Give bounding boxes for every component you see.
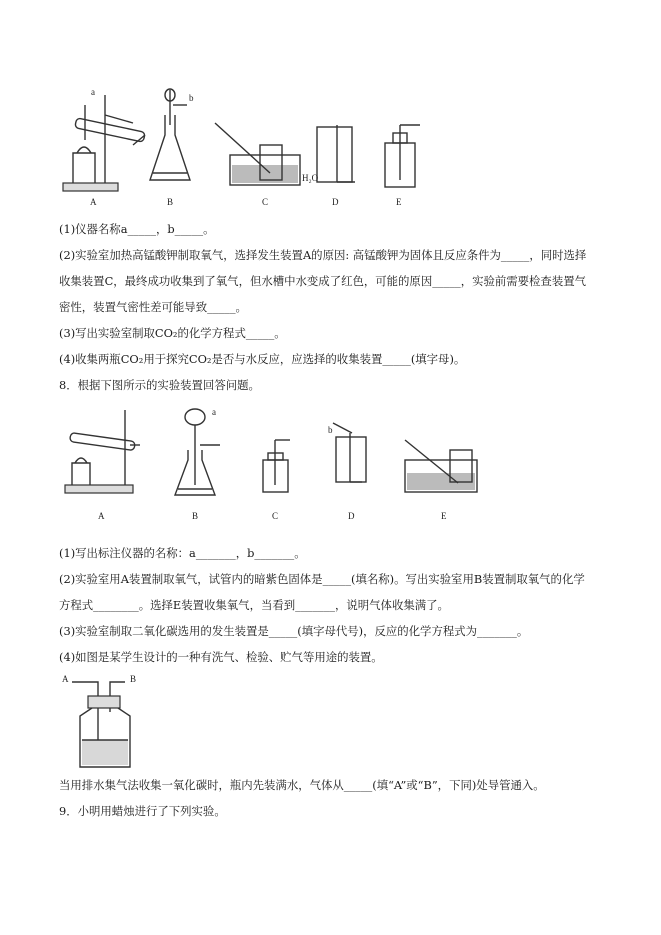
apparatus2-e (405, 440, 477, 492)
wash-bottle-label-a: A (62, 674, 69, 684)
q8-part2-line1: (2)实验室用A装置制取氧气，试管内的暗紫色固体是_____(填名称)。写出实验室用B装置制取氧气的化学 (59, 572, 585, 586)
fig2-label-c: C (272, 511, 279, 521)
fig2-label-d: D (348, 511, 355, 521)
apparatus2-b (175, 409, 220, 495)
q7-part2-line3: 密性，装置气密性差可能导致_____。 (59, 300, 247, 314)
q8-part4: (4)如图是某学生设计的一种有洗气、检验、贮气等用途的装置。 (59, 650, 383, 664)
apparatus-e-bottle (385, 125, 420, 187)
fig1-label-d: D (332, 197, 339, 207)
q8-part1: (1)写出标注仪器的名称：a_______，b_______。 (59, 546, 306, 560)
apparatus2-d (333, 423, 366, 482)
water-label: H₂O (302, 173, 319, 183)
apparatus-figure-1 (55, 85, 435, 220)
fig2-label-a: A (98, 511, 105, 521)
apparatus-a-stand-heating (63, 95, 145, 191)
fig1-label-a: A (90, 197, 97, 207)
fig2-annotation-b: b (328, 425, 333, 435)
fig1-label-e: E (396, 197, 402, 207)
fig2-label-b: B (192, 511, 199, 521)
apparatus-c-trough (215, 123, 300, 185)
wash-bottle-figure (60, 672, 155, 772)
apparatus2-c (263, 440, 290, 492)
q8-part3: (3)实验室制取二氧化碳选用的发生装置是_____(填字母代号)，反应的化学方程式为_______。 (59, 624, 529, 638)
apparatus2-a (65, 410, 140, 493)
q8-part2-line2: 方程式________。选择E装置收集氧气，当看到_______，说明气体收集满了。 (59, 598, 449, 612)
fig1-label-c: C (262, 197, 269, 207)
q8-part5: 当用排水集气法收集一氧化碳时，瓶内先装满水，气体从_____(填“A”或“B”，下同)处导管通入。 (59, 778, 545, 792)
apparatus-d-bottle (317, 125, 355, 182)
annotation-b: b (189, 93, 194, 103)
apparatus-figure-2 (60, 405, 485, 525)
fig2-annotation-a: a (212, 407, 216, 417)
q8-title: 8．根据下图所示的实验装置回答问题。 (59, 378, 260, 392)
q7-part3: (3)写出实验室制取CO₂的化学方程式_____。 (59, 326, 286, 340)
q7-part1: (1)仪器名称a_____，b_____。 (59, 222, 215, 236)
q7-part2-line1: (2)实验室加热高锰酸钾制取氧气，选择发生装置A的原因: 高锰酸钾为固体且反应条件为_____，同时选择 (59, 248, 587, 262)
annotation-a: a (91, 87, 95, 97)
q9-title: 9．小明用蜡烛进行了下列实验。 (59, 804, 226, 818)
fig1-label-b: B (167, 197, 174, 207)
fig2-label-e: E (441, 511, 447, 521)
apparatus-b-flask (150, 89, 190, 180)
q7-part4: (4)收集两瓶CO₂用于探究CO₂是否与水反应，应选择的收集装置_____(填字母)。 (59, 352, 466, 366)
wash-bottle-label-b: B (130, 674, 137, 684)
q7-part2-line2: 收集装置C，最终成功收集到了氧气，但水槽中水变成了红色，可能的原因_____，实验前需要检查装置气 (59, 274, 586, 288)
